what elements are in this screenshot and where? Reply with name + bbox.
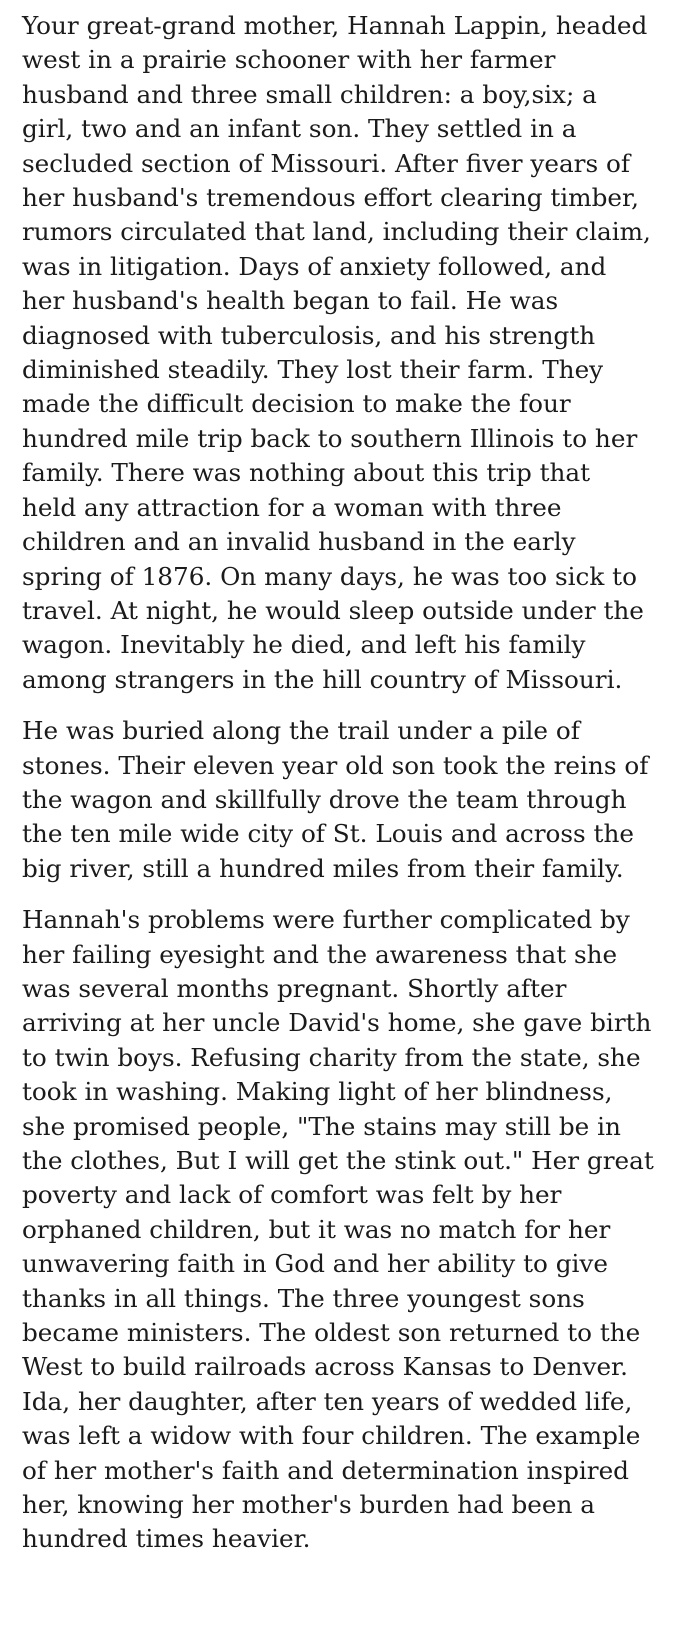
paragraph-burial-trail: He was buried along the trail under a pile of stones. Their eleven year old son took the reins of the wagon and skillfully drove the team through the ten mile wide city of St. Louis and across the big river, still a hundred miles from their family. xyxy=(22,716,649,883)
paragraph-journey-west: Your great-grand mother, Hannah Lappin, headed west in a prairie schooner with her farmer husband and three small children: a boy,six; a girl, two and an infant son. They settled in a secluded section of Missouri. After fiver years of her husband's tremendous effort clearing timber, rumors circulated that land, including their claim, was in litigation. Days of anxiety followed, and her husband's health began to fail. He was diagnosed with tuberculosis, and his strength diminished steadily. They lost their farm. They made the difficult decision to make the four hundred mile trip back to southern Illinois to her family. There was nothing about this trip that held any attraction for a woman with three children and an invalid husband in the early spring of 1876. On many days, he was too sick to travel. At night, he would sleep outside under the wagon. Inevitably he died, and left his family among strangers in the hill country of Missouri. xyxy=(22,11,651,694)
paragraph-hannah-problems: Hannah's problems were further complicated by her failing eyesight and the awareness that she was several months pregnant. Shortly after arriving at her uncle David's home, she gave birth to twin boys. Refusing charity from the state, she took in washing. Making light of her blindness, she promised people, "The stains may still be in the clothes, But I will get the stink out." Her great poverty and lack of comfort was felt by her orphaned children, but it was no match for her unwavering faith in God and her ability to give thanks in all things. The three youngest sons became ministers. The oldest son returned to the West to build railroads across Kansas to Denver. Ida, her daughter, after ten years of wedded life, was left a widow with four children. The example of her mother's faith and determination inspired her, knowing her mother's burden had been a hundred times heavier. xyxy=(22,905,654,1554)
